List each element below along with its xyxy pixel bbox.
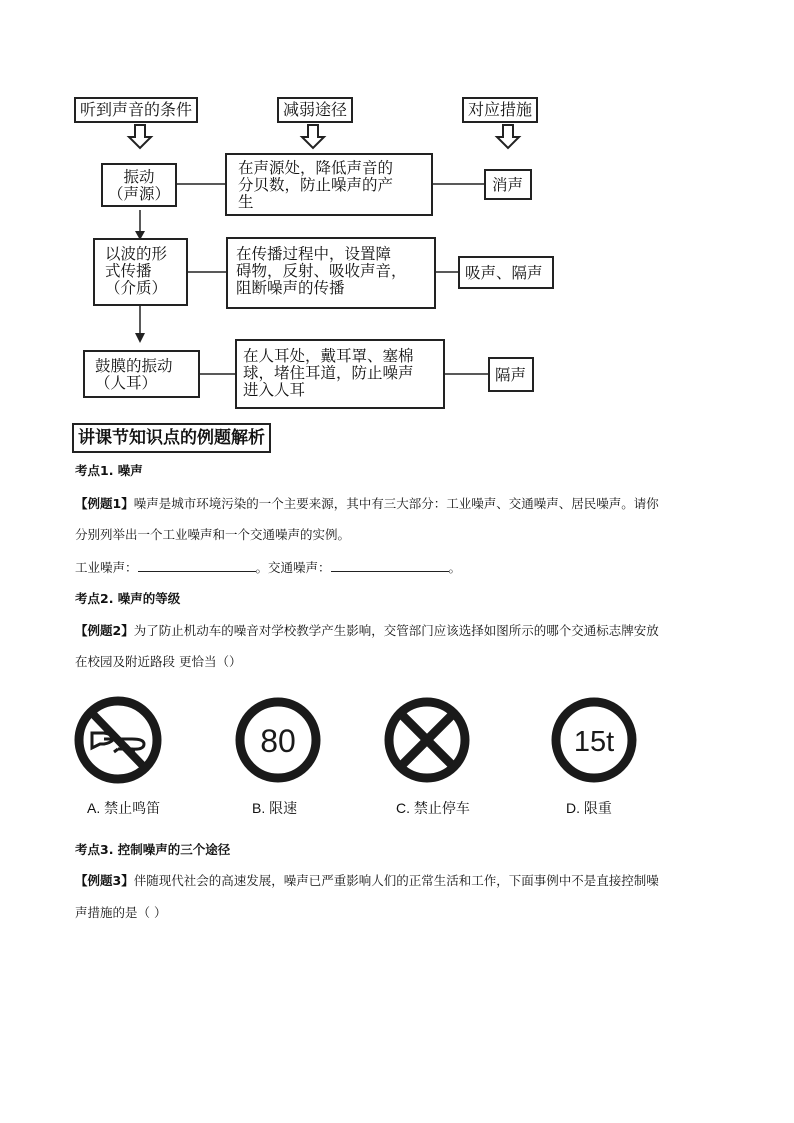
sign-caption-d: D. 限重 — [566, 800, 612, 816]
method-box-1 — [225, 153, 433, 216]
point-3-heading: 考点3. 控制噪声的三个途径 — [75, 842, 231, 857]
method-line: 碍物，反射、吸收声音， — [236, 262, 407, 280]
hollow-arrow-icon — [302, 125, 324, 148]
industrial-noise-blank[interactable] — [138, 559, 256, 572]
method-line: 进入人耳 — [243, 381, 306, 399]
fill-label-traffic: 。交通噪声： — [255, 560, 331, 575]
fill-label-industrial: 工业噪声： — [75, 560, 138, 575]
weight-limit-sign-icon[interactable] — [556, 702, 632, 778]
method-line: 球，堵住耳道，防止噪声 — [243, 364, 414, 382]
example-text: 为了防止机动车的噪音对学校教学产生影响，交管部门应该选择如图所示的哪个交通标志牌安放 — [133, 623, 659, 638]
condition-box-3 — [83, 350, 200, 398]
sign-caption-b: B. 限速 — [252, 800, 298, 816]
condition-line: 式传播 — [105, 262, 152, 280]
method-line: 分贝数，防止噪声的产 — [238, 176, 394, 194]
method-box-3 — [235, 339, 445, 409]
sign-caption-a: A. 禁止鸣笛 — [87, 800, 161, 816]
method-box-2 — [226, 237, 436, 309]
example-text: 伴随现代社会的高速发展，噪声已严重影响人们的正常生活和工作，下面事例中不是直接控制噪 — [133, 873, 659, 888]
point-1-heading: 考点1. 噪声 — [75, 463, 143, 478]
condition-line: 鼓膜的振动 — [95, 357, 173, 375]
example-label: 【例题3】 — [75, 873, 134, 888]
speed-limit-sign-icon[interactable] — [240, 702, 316, 778]
condition-line: 以波的形 — [105, 245, 168, 263]
header-method: 减弱途径 — [277, 97, 353, 123]
method-line: 在人耳处，戴耳罩、塞棉 — [243, 347, 414, 365]
example-2-line-2: 在校园及附近路段 更恰当（） — [75, 654, 242, 669]
example-3 — [75, 873, 659, 889]
weight-limit-value: 15t — [573, 726, 615, 758]
no-parking-sign-icon[interactable] — [389, 702, 465, 778]
condition-line: （介质） — [105, 279, 168, 297]
hollow-arrow-icon — [129, 125, 151, 148]
fill-end: 。 — [448, 560, 462, 575]
example-1-fill — [75, 559, 461, 576]
point-2-heading: 考点2. 噪声的等级 — [75, 591, 181, 606]
example-1-line-2: 分别列举出一个工业噪声和一个交通噪声的实例。 — [75, 527, 351, 542]
example-1 — [75, 496, 659, 512]
measure-box-3 — [488, 357, 534, 392]
method-line: 阻断噪声的传播 — [236, 279, 345, 297]
measure-label: 消声 — [492, 176, 524, 194]
condition-line: 振动 — [123, 168, 155, 186]
traffic-noise-blank[interactable] — [331, 559, 449, 572]
example-text: 噪声是城市环境污染的一个主要来源，其中有三大部分：工业噪声、交通噪声、居民噪声。请你 — [133, 496, 659, 511]
method-line: 在传播过程中，设置障 — [236, 245, 392, 263]
example-3-line-2: 声措施的是（ ） — [75, 905, 167, 920]
method-line: 生 — [238, 193, 254, 211]
method-line: 在声源处，降低声音的 — [238, 159, 394, 177]
measure-box-2 — [458, 256, 554, 289]
example-2 — [75, 623, 659, 639]
example-label: 【例题2】 — [75, 623, 134, 638]
speed-limit-value: 80 — [260, 723, 296, 759]
header-measure: 对应措施 — [462, 97, 538, 123]
measure-label: 吸声、隔声 — [465, 264, 543, 282]
measure-box-1 — [484, 169, 532, 200]
no-horn-sign-icon[interactable] — [79, 701, 157, 779]
sign-caption-c: C. 禁止停车 — [396, 800, 470, 816]
header-condition: 听到声音的条件 — [74, 97, 198, 123]
condition-line: （人耳） — [95, 374, 158, 392]
arrow-down-icon — [135, 333, 145, 343]
section-title: 讲课节知识点的例题解析 — [72, 423, 271, 453]
condition-line: （声源） — [107, 185, 170, 203]
hollow-arrow-icon — [497, 125, 519, 148]
condition-box-1 — [101, 163, 177, 207]
condition-box-2 — [93, 238, 188, 306]
measure-label: 隔声 — [495, 366, 527, 384]
example-label: 【例题1】 — [75, 496, 134, 511]
